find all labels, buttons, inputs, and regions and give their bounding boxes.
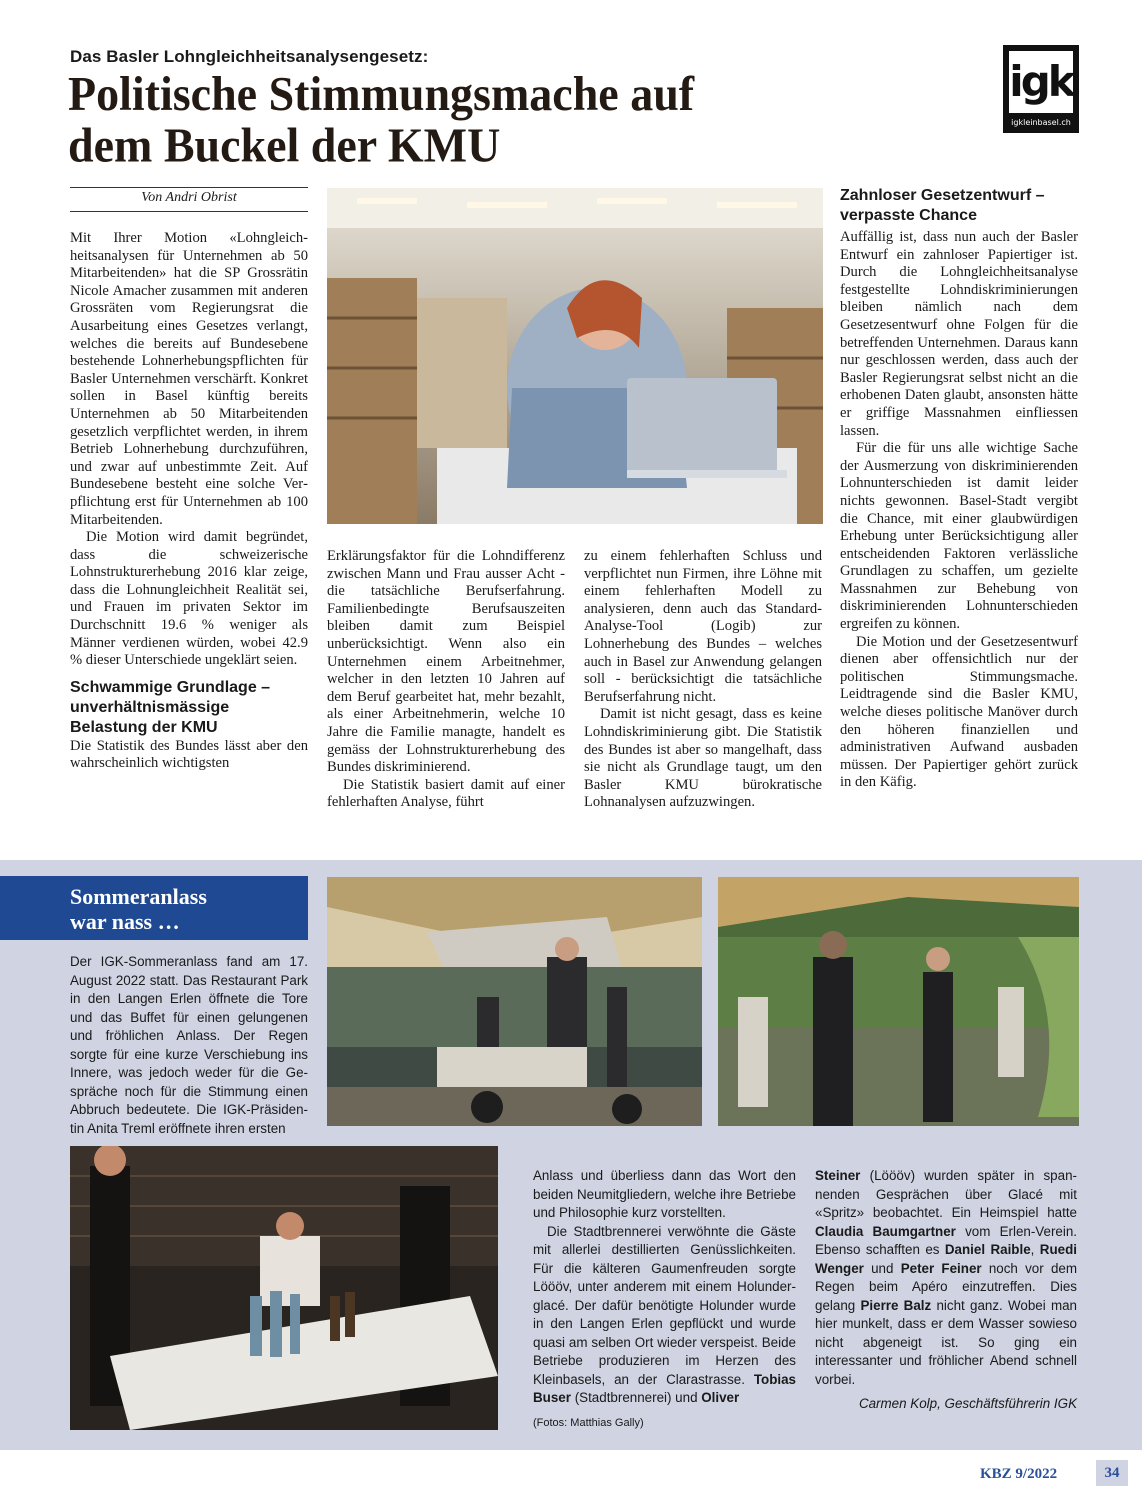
event-title-line-1: Sommeranlass xyxy=(70,884,207,909)
name-daniel-raible: Daniel Raible xyxy=(944,1242,1031,1257)
paragraph xyxy=(815,1167,1077,1389)
paragraph: Die Statistik basiert damit auf einer fehlerhaften Analyse, führt xyxy=(327,776,565,811)
subhead-gesetzentwurf: Zahnloser Gesetzentwurf – verpasste Chance xyxy=(840,187,1045,224)
event-title-line-2: war nass … xyxy=(70,909,180,934)
name-tobias-buser: Tobias Buser xyxy=(533,1371,796,1405)
signature: Carmen Kolp, Geschäftsführerin IGK xyxy=(858,1396,1077,1411)
text-run: (Löööv) wurden später in spannenden Gesprächen über Glacé mit «Spritz» beobachtet. Ein Heimspiel hatte xyxy=(815,1168,1077,1220)
paragraph xyxy=(533,1223,796,1408)
name-steiner: Steiner xyxy=(815,1168,861,1183)
event-section-title xyxy=(0,876,308,940)
paragraph: Der IGK-Sommeranlass fand am 17. August 2022 statt. Das Restaurant Park in den Langen Erlen öffnete die Tore und das Buffet für einen gelungenen und fröhlichen Anlass. Der Regen sorgte für eine kurze Verschiebung ins Innere, was jedoch weder für die Gespräche noch für die Stimmung einen Abbruch bedeutete. Die IGK-Präsidentin Anita Treml eröffnete ihren ersten xyxy=(70,954,308,1136)
name-ruedi-wenger: Ruedi Wenger xyxy=(815,1242,1077,1276)
page-number: 34 xyxy=(1096,1460,1128,1486)
photo-terrace-cart xyxy=(327,877,702,1126)
logo-url: igkleinbasel.ch xyxy=(1011,118,1071,127)
footer xyxy=(0,1450,1142,1500)
photo-garden-guests xyxy=(718,877,1079,1126)
article-column-4 xyxy=(840,186,1078,792)
headline-line-2: dem Buckel der KMU xyxy=(68,118,501,172)
article-column-3 xyxy=(584,548,822,812)
paragraph: zu einem fehlerhaften Schluss und verpflichtet nun Firmen, ihre Löhne mit einem fehlerhaften Modell zu analysieren, denn auch das Standard-Analyse-Tool (Logib) zur Lohnerhebung des Bundes – welches auch in Basel zur Anwendung gelangen soll - berücksichtigt die tatsächliche Berufserfahrung nicht. xyxy=(584,548,822,705)
paragraph: Auffällig ist, dass nun auch der Basler Entwurf ein zahnloser Papiertiger ist. Durch die Lohngleichheitsanalyse festgestellte Lohndiskriminierungen bleiben nämlich nach dem Gesetzesentwurf ohne Folgen für die betreffenden Unternehmen. Daraus kann nur geschlossen werden, dass auch der Basler Regierungsrat selbst nicht an die erhobenen Daten glaubt, ansonsten hätte er griffige Massnahmen einfliessen lassen. xyxy=(840,229,1078,439)
issue-label: KBZ 9/2022 xyxy=(980,1466,1058,1482)
name-pierre-balz: Pierre Balz xyxy=(860,1297,932,1313)
article-headline xyxy=(68,68,968,171)
text-run: vom Erlen-Verein. Ebenso schafften es xyxy=(815,1223,1077,1257)
article-column-1 xyxy=(70,230,308,773)
subhead-grundlage: Schwammige Grundlage – unverhältnismässige Belastung der KMU xyxy=(70,678,271,736)
text-run: nicht ganz. Wobei man hier munkelt, dass er dem Wasser sowieso nicht abgeneigt ist. So ging ein interessanter und fröhlicher Abend schnell vorbei. xyxy=(815,1297,1077,1387)
text-run: Die Stadtbrennerei verwöhnte die Gäste mit allerlei destillierten Genüsslichkeiten. Für die kälteren Gaumenfreuden sorgte Löööv, unter anderem mit einem Holunderglacé. Der dafür benötigte Holunder wurde in den Langen Erlen gepflückt und wurde quasi am selben Ort wieder verspeist. Beide Betriebe produzieren im Herzen des Kleinbasels, an der Clarastrasse. xyxy=(533,1223,796,1387)
photo-indoor-buffet xyxy=(70,1146,498,1430)
paragraph: Erklärungsfaktor für die Lohndifferenz zwischen Mann und Frau ausser Acht - die tatsächliche Berufserfahrung. Familienbedingte Berufsauszeiten bleiben damit zum Beispiel unberücksichtigt. Wenn also ein Unternehmen einem Arbeitnehmer, welcher in den letzten 10 Jahren auf dem Beruf gearbeitet hat, mehr bezahlt, als einer Arbeitnehmerin, welche 10 Jahre die Familie managte, handelt es gemäss der Lohnstrukturerhebung des Bundes diskriminierend. xyxy=(327,548,565,776)
paragraph: Die Motion und der Gesetzesentwurf dienen aber offensichtlich nur der politischen Stimmungsmache. Leidtragende sind die Basler KMU, welche dieses politische Manöver durch den höheren finanziellen und administrativen Aufwand ausbaden müssen. Der Papiertiger gehört zurück in den Käfig. xyxy=(840,633,1078,791)
event-column-2 xyxy=(533,1167,796,1408)
text-run: , xyxy=(1030,1242,1040,1257)
event-column-1 xyxy=(70,953,308,1138)
byline-rule-top xyxy=(70,187,308,188)
paragraph: Damit ist nicht gesagt, dass es keine Lohndiskriminierung gibt. Die Statistik des Bundes ist aber so mangelhaft, dass sie nicht als Grundlage taugt, um den Basler KMU bürokratische Lohnanalysen aufzuzwingen. xyxy=(584,706,822,811)
article-column-2 xyxy=(327,548,565,812)
name-peter-feiner: Peter Feiner xyxy=(900,1260,982,1276)
name-oliver: Oliver xyxy=(701,1390,740,1405)
paragraph: Anlass und überliess dann das Wort den beiden Neumitgliedern, welche ihre Betriebe und Philosophie kurz vorstellten. xyxy=(533,1168,796,1220)
text-run: noch vor dem Regen beim Apéro einzutreffen. Dies gelang xyxy=(815,1260,1077,1313)
byline: Von Andri Obrist xyxy=(141,190,237,205)
text-run: (Stadtbrennerei) und xyxy=(570,1390,702,1405)
paragraph: Die Motion wird damit begründet, dass die schweizerische Lohnstrukturerhebung 2016 klar zeige, dass die Lohnungleichheit Realität sei, und Frauen im privaten Sektor im Durchschnitt 19.6 % weniger als Männer verdienen würden, wobei 42.9 % dieser Unterschiede ungeklärt seien. xyxy=(70,529,308,669)
paragraph: Mit Ihrer Motion «Lohngleichheitsanalysen für Unternehmen ab 50 Mitarbeitenden» hat die SP Grossrätin Nicole Amacher zusammen mit anderen Grossräten vom Regierungsrat die Ausarbeitung eines Gesetzes verlangt, welches die bereits auf Bundesebene bestehende Lohnerhebungspflichten für Basler Unternehmen verschärft. Konkret sollen in Basel künftig bereits Unternehmen ab 50 Mitarbeitenden gesetzlich verpflichtet werden, in ihrem Betrieb Lohnerhebung durchzuführen, und zwar auf unbestimmte Zeit. Auf Bundesebene besteht eine solche Verpflichtung erst für Unternehmen ab 100 Mitarbeitenden. xyxy=(70,230,308,528)
logo-mark: igk xyxy=(1009,51,1073,113)
headline-line-1: Politische Stimmungsmache auf xyxy=(68,66,695,121)
photo-credit: (Fotos: Matthias Gally) xyxy=(533,1417,644,1429)
byline-rule-bottom xyxy=(70,211,308,212)
article-kicker: Das Basler Lohngleichheitsanalysengesetz: xyxy=(70,47,429,66)
photo-woman-laptop xyxy=(327,188,823,524)
paragraph: Die Statistik des Bundes lässt aber den wahrscheinlich wichtigsten xyxy=(70,737,308,772)
text-run: und xyxy=(863,1260,901,1276)
igk-logo xyxy=(1003,45,1079,133)
paragraph: Für die für uns alle wichtige Sache der Ausmerzung von diskriminierenden Lohnunterschieden ist damit leider nichts gewonnen. Basel-Stadt vergibt die Chance, mit einer glaubwürdigen Erhebung unter Berücksichtigung aller entscheidenden Faktoren verlässliche Grundlagen zu schaffen, um gezielte Massnahmen zur Behebung von diskriminierenden Lohnunterschieden ergreifen zu können. xyxy=(840,440,1078,633)
name-claudia-baumgartner: Claudia Baumgartner xyxy=(815,1223,956,1239)
event-column-3 xyxy=(815,1167,1077,1389)
